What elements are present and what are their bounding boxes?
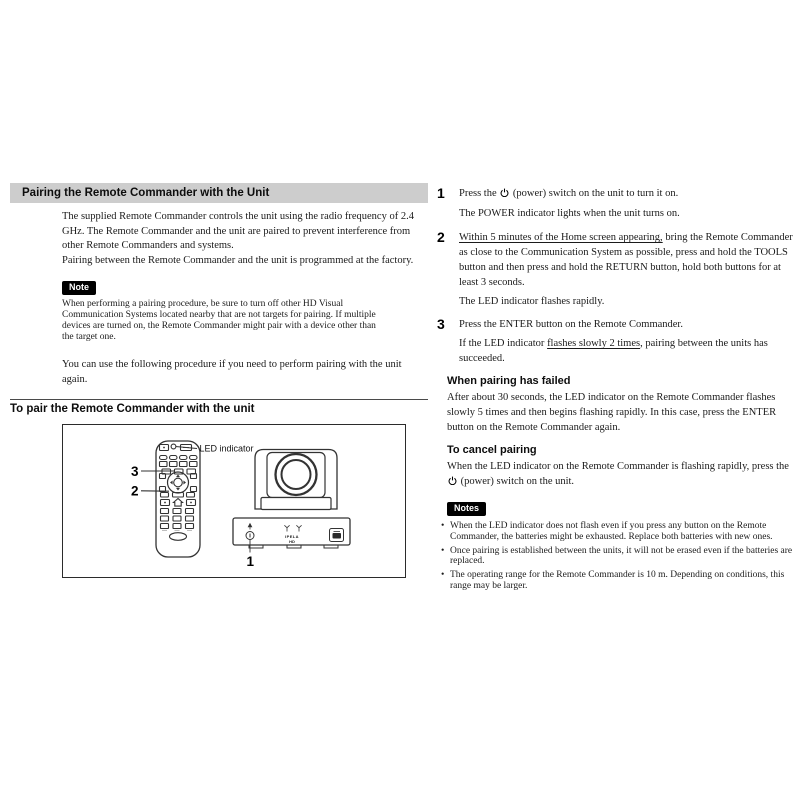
- power-icon: [448, 475, 457, 490]
- note-paragraph: When performing a pairing procedure, be sure to turn off other HD Visual Communication Systems located nearby that are not targets for pairing. If multiple devices are turned on, the Remote Commander might pair with a device other than the target one.: [62, 299, 376, 343]
- intro-text-1: The supplied Remote Commander controls the unit using the radio frequency of 2.4 GHz. The Remote Commander and the unit are paired to prevent interference from other Remote Commanders and systems.: [62, 211, 414, 252]
- note-item-text: When the LED indicator does not flash even if you press any button on the Remote Commander, the batteries might be exhausted. Replace both batteries with new ones.: [450, 521, 773, 542]
- remote-commander-drawing: [156, 441, 200, 557]
- note-item: [441, 521, 793, 542]
- note-item-text: Once pairing is established between the units, it will not be erased even if the batteries are replaced.: [450, 545, 793, 567]
- step-2-result: The LED indicator flashes rapidly.: [459, 296, 605, 307]
- brand-label: IPELA: [285, 534, 299, 540]
- outro-paragraph: You can use the following procedure if you need to perform pairing with the unit again.: [62, 359, 402, 385]
- step-1-result: The POWER indicator lights when the unit turns on.: [459, 208, 680, 219]
- intro-text-2: Pairing between the Remote Commander and the unit is programmed at the factory.: [62, 254, 414, 266]
- figure-drawing: [63, 425, 405, 577]
- failed-paragraph: After about 30 seconds, the LED indicator on the Remote Commander flashes slowly 5 times and then begins flashing rapidly. In this case, press the ENTER button on the Remote Commander again.: [447, 392, 777, 433]
- brand-label-hd: HD: [289, 539, 295, 545]
- right-column: [437, 186, 797, 595]
- left-column: [10, 183, 428, 578]
- bullet-icon: •: [441, 545, 445, 556]
- led-indicator-label: LED indicator: [199, 443, 254, 454]
- note-badge: Note: [62, 281, 96, 295]
- step-3-result: If the LED indicator flashes slowly 2 times, pairing between the units has succeeded.: [459, 338, 768, 364]
- bullet-icon: •: [441, 521, 445, 531]
- cancel-paragraph: When the LED indicator on the Remote Commander is flashing rapidly, press the (power) switch on the unit.: [447, 459, 795, 490]
- cancel-heading: To cancel pairing: [447, 444, 537, 456]
- step-3-text: Press the ENTER button on the Remote Commander.: [459, 319, 683, 330]
- pairing-figure: [62, 424, 406, 578]
- step-2: [437, 230, 797, 309]
- notes-list: [441, 521, 793, 592]
- failed-heading: When pairing has failed: [447, 375, 571, 387]
- intro-paragraph: [62, 210, 428, 268]
- callout-1: 1: [246, 554, 255, 570]
- bullet-icon: •: [441, 570, 445, 581]
- step-3: [437, 317, 797, 366]
- callout-2: 2: [131, 483, 139, 499]
- power-icon: [500, 187, 509, 202]
- note-item-text: The operating range for the Remote Commander is 10 m. Depending on conditions, this range may be larger.: [450, 570, 785, 591]
- step-1-text: Press the (power) switch on the unit to turn it on.: [459, 186, 797, 202]
- section-title: Pairing the Remote Commander with the Unit: [10, 183, 428, 203]
- step-2-underlined: Within 5 minutes of the Home screen appearing,: [459, 232, 663, 243]
- divider-rule: [10, 399, 428, 400]
- note-item: [441, 570, 793, 591]
- callout-3: 3: [131, 464, 139, 480]
- step-1-number: 1: [437, 185, 445, 201]
- pair-subheading: To pair the Remote Commander with the unit: [10, 403, 255, 416]
- step-1: [437, 186, 797, 221]
- notes-badge: Notes: [447, 502, 486, 516]
- step-2-number: 2: [437, 229, 445, 245]
- note-item: [441, 546, 793, 567]
- step-3-number: 3: [437, 316, 445, 332]
- step-2-text: Within 5 minutes of the Home screen appearing, bring the Remote Commander as close to the Communication System as possible, press and hold the TOOLS button and then press and hold the RETURN button, hold both buttons for at least 3 seconds.: [459, 232, 793, 288]
- step-3-underlined: flashes slowly 2 times: [547, 338, 641, 349]
